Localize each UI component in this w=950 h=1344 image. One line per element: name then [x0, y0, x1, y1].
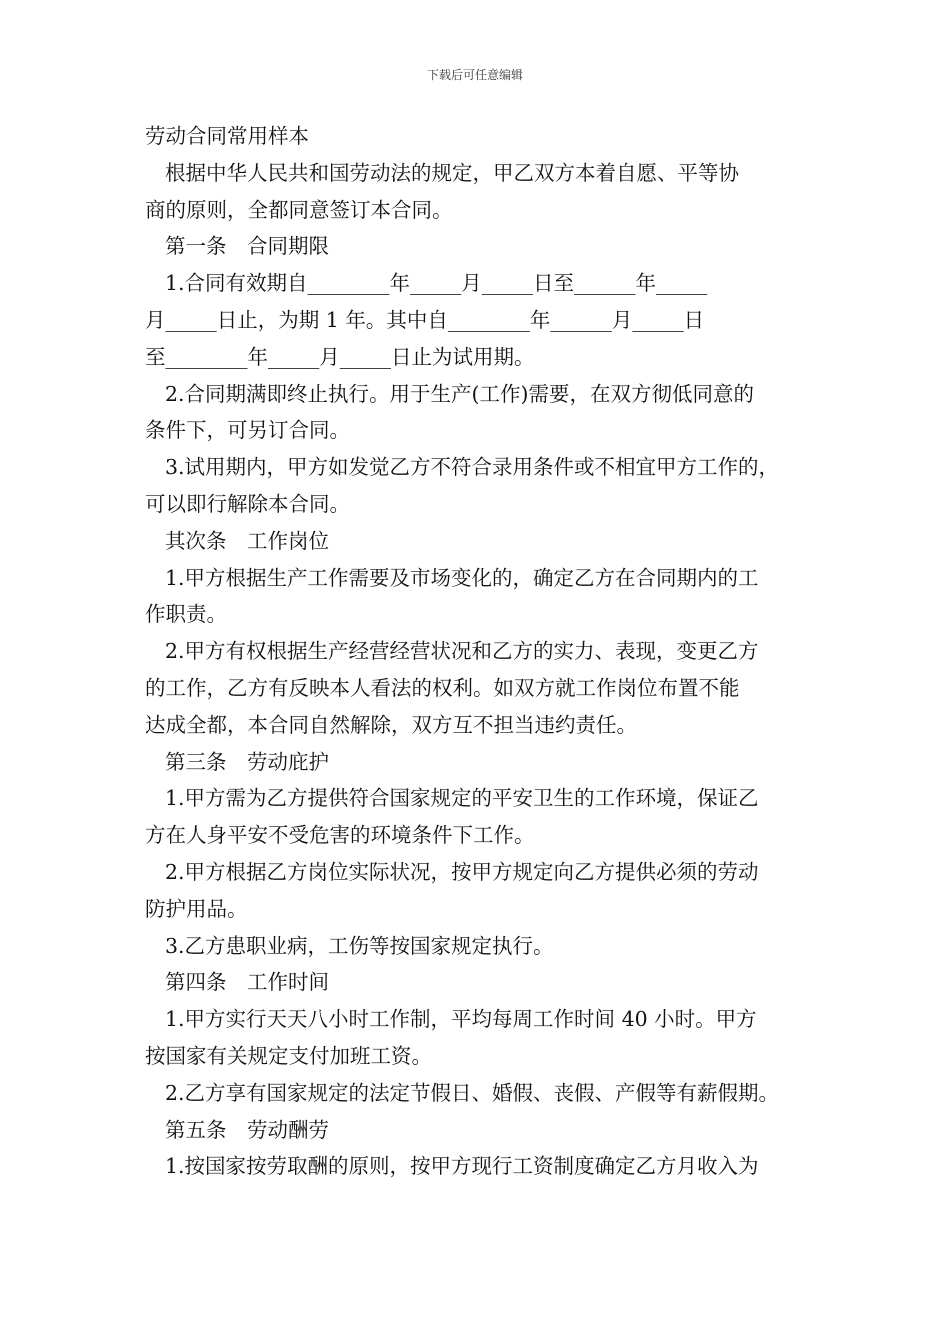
paragraph-line: 3.试用期内，甲方如发觉乙方不符合录用条件或不相宜甲方工作的，: [165, 455, 780, 480]
paragraph-line: 达成全都，本合同自然解除，双方互不担当违约责任。: [145, 712, 637, 737]
paragraph-line: 2.合同期满即终止执行。用于生产(工作)需要，在双方彻低同意的: [165, 381, 755, 406]
paragraph-line: 2.甲方有权根据生产经营经营状况和乙方的实力、表现，变更乙方: [165, 639, 759, 664]
paragraph-line: 商的原则，全都同意签订本合同。: [145, 197, 453, 222]
paragraph-line: 1.甲方需为乙方提供符合国家规定的平安卫生的工作环境，保证乙: [165, 786, 759, 811]
paragraph-line: 防护用品。: [145, 896, 248, 921]
article-heading: 第三条 劳动庇护: [165, 749, 329, 774]
article-heading: 第一条 合同期限: [165, 234, 329, 259]
paragraph-line: 1.合同有效期自________年_____月_____日至______年_____: [165, 271, 708, 296]
paragraph-line: 2.乙方享有国家规定的法定节假日、婚假、丧假、产假等有薪假期。: [165, 1080, 780, 1105]
paragraph-line: 方在人身平安不受危害的环境条件下工作。: [145, 823, 535, 848]
paragraph-line: 3.乙方患职业病，工伤等按国家规定执行。: [165, 933, 554, 958]
paragraph-line: 1.甲方实行天天八小时工作制，平均每周工作时间 40 小时。甲方: [165, 1007, 757, 1032]
article-heading: 第五条 劳动酬劳: [165, 1117, 329, 1142]
paragraph-line: 条件下，可另订合同。: [145, 418, 350, 443]
paragraph-line: 1.甲方根据生产工作需要及市场变化的，确定乙方在合同期内的工: [165, 565, 759, 590]
paragraph-line: 按国家有关规定支付加班工资。: [145, 1043, 432, 1068]
header-note: 下载后可任意编辑: [426, 68, 523, 82]
paragraph-line: 可以即行解除本合同。: [145, 491, 350, 516]
paragraph-line: 的工作，乙方有反映本人看法的权利。如双方就工作岗位布置不能: [145, 675, 740, 700]
document-title: 劳动合同常用样本: [145, 124, 309, 148]
article-heading: 第四条 工作时间: [165, 970, 329, 995]
paragraph-line: 至________年_____月_____日止为试用期。: [145, 344, 535, 369]
paragraph-line: 1.按国家按劳取酬的原则，按甲方现行工资制度确定乙方月收入为: [165, 1154, 759, 1179]
paragraph-line: 月_____日止，为期 1 年。其中自________年______月_____日: [145, 307, 705, 332]
paragraph-line: 根据中华人民共和国劳动法的规定，甲乙双方本着自愿、平等协: [165, 160, 739, 185]
paragraph-line: 2.甲方根据乙方岗位实际状况，按甲方规定向乙方提供必须的劳动: [165, 859, 759, 884]
document-body: [145, 118, 813, 1185]
paragraph-line: 作职责。: [145, 602, 227, 627]
article-heading: 其次条 工作岗位: [165, 528, 329, 553]
